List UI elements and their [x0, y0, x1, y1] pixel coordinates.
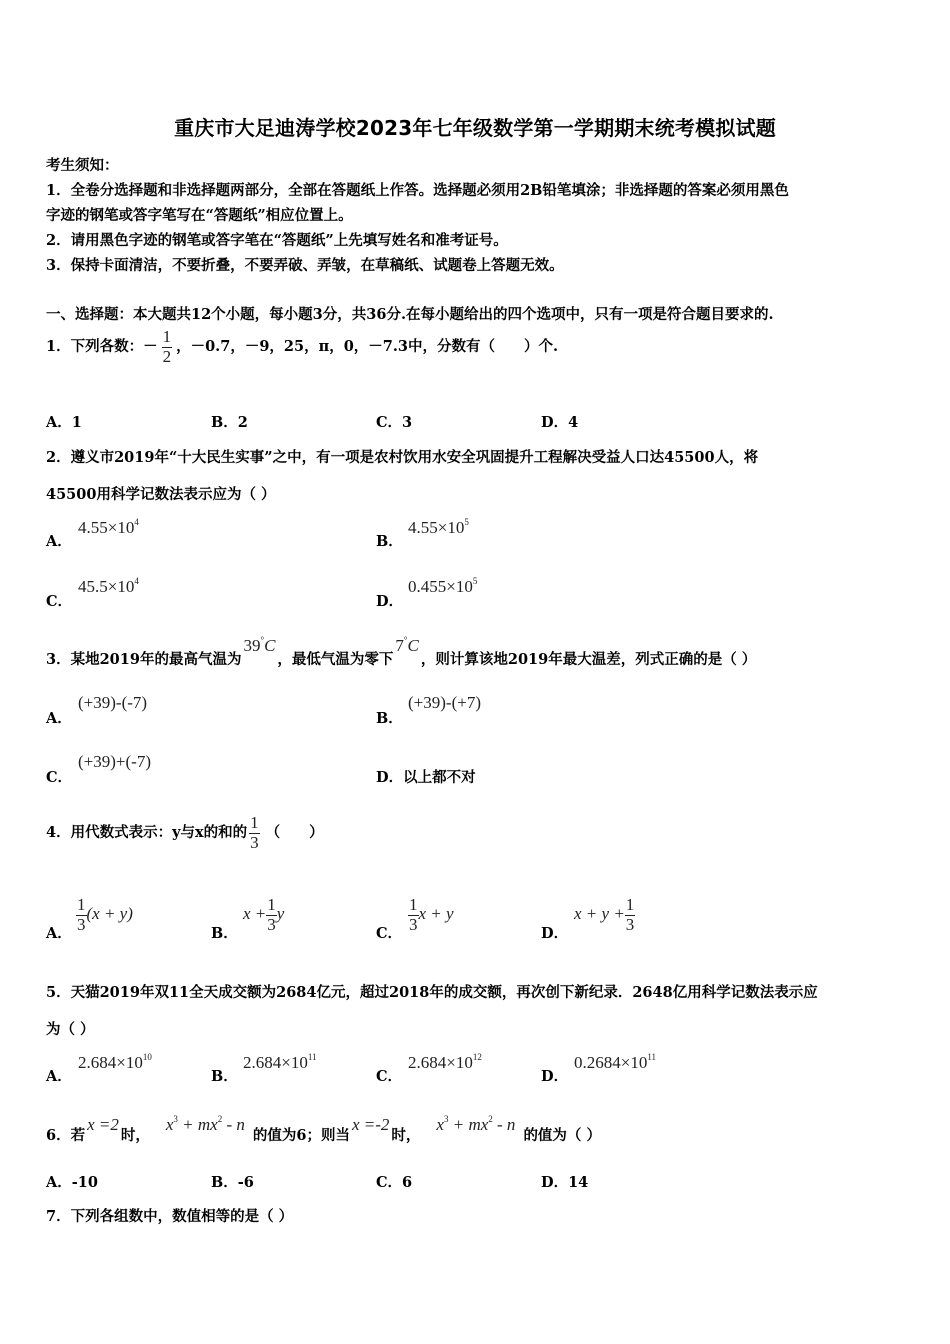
- q6-expression-1: [166, 1115, 245, 1134]
- q6-expr2-exp3: 3: [443, 1114, 449, 1124]
- q4-fraction: [249, 814, 260, 852]
- q4-b-head: x +: [243, 904, 267, 924]
- q3-text-3: ，则计算该地2019年最大温差，列式正确的是（ ）: [420, 651, 757, 668]
- q6-option-c: C．6: [376, 1174, 413, 1191]
- q3-option-c-math: (+39)+(-7): [78, 752, 151, 771]
- q4-frac-num: 1: [250, 813, 259, 832]
- q4-text-2: （ ）: [265, 824, 324, 842]
- q3-option-a-label: A．: [46, 710, 72, 727]
- q5-option-c-label: C．: [376, 1068, 403, 1085]
- q3-option-d: D．以上都不对: [376, 769, 476, 786]
- q4-option-a-math: [76, 896, 133, 934]
- q5-b-base: 2.684×10: [243, 1053, 308, 1072]
- q5-option-d-math: [574, 1052, 656, 1073]
- q3-text-2: ，最低气温为零下: [277, 651, 394, 668]
- q3-option-b-math: (+39)-(+7): [408, 693, 481, 712]
- q5-a-base: 2.684×10: [78, 1053, 143, 1072]
- q3-temp-low-value: 7: [395, 636, 404, 655]
- q6-expr1-exp3: 3: [173, 1114, 178, 1124]
- q5-option-a-math: [78, 1052, 152, 1073]
- q1-fraction: [162, 328, 173, 366]
- question-4: [46, 814, 324, 852]
- question-1: [46, 328, 558, 366]
- q5-d-exp: 11: [647, 1052, 657, 1062]
- q6-option-b: B．-6: [211, 1174, 254, 1191]
- q2-option-b-math: [408, 517, 469, 538]
- q2-option-a-math: [78, 517, 139, 538]
- q5-d-base: 0.2684×10: [574, 1053, 648, 1072]
- notice-line-2: 2．请用黑色字迹的钢笔或答字笔在“答题纸”上先填写姓名和准考证号。: [46, 232, 508, 249]
- q1-suffix: ，－0.7，－9，25，π，0，－7.3中，分数有（ ）个.: [176, 338, 559, 356]
- q5-option-d-label: D．: [541, 1068, 569, 1085]
- q4-a-frac: [76, 896, 87, 934]
- q2-option-c-math: [78, 576, 139, 597]
- q2-option-d-math: [408, 576, 477, 597]
- q6-expr1-exp2: 2: [217, 1114, 223, 1124]
- q6-condition-1: x =2: [87, 1115, 119, 1134]
- q4-option-c-math: [408, 896, 454, 934]
- q6-expr2-end: - n: [492, 1115, 516, 1134]
- q3-temp-high: [243, 636, 275, 655]
- q4-option-d-math: [574, 896, 635, 934]
- q2-d-base: 0.455×10: [408, 577, 473, 596]
- q2-c-exp: 4: [134, 576, 139, 586]
- q6-option-a: A．-10: [46, 1174, 98, 1191]
- question-7: 7．下列各组数中，数值相等的是（ ）: [46, 1208, 294, 1225]
- q1-frac-den: 2: [162, 346, 172, 366]
- q4-option-b-math: [243, 896, 284, 934]
- q4-b-frac-den: 3: [267, 914, 276, 934]
- q4-b-tail: y: [276, 904, 285, 924]
- q4-d-frac-num: 1: [625, 895, 635, 914]
- q4-d-frac: [625, 896, 636, 934]
- question-6: [46, 1114, 601, 1145]
- q2-c-base: 45.5×10: [78, 577, 135, 596]
- notice-line-3: 3．保持卡面清洁，不要折叠，不要弄破、弄皱，在草稿纸、试题卷上答题无效。: [46, 257, 564, 274]
- q2-option-c-label: C．: [46, 593, 73, 610]
- section-heading: 一、选择题：本大题共12个小题，每小题3分，共36分.在每小题给出的四个选项中，只有一项是符合题目要求的.: [46, 306, 774, 323]
- q4-d-head: x + y +: [574, 904, 625, 924]
- q2-option-a-label: A．: [46, 533, 72, 550]
- q5-c-exp: 12: [472, 1052, 482, 1062]
- q4-text-1: 4．用代数式表示：y与x的和的: [46, 824, 248, 842]
- q4-a-tail: (x + y): [86, 904, 133, 924]
- q4-c-frac-den: 3: [409, 914, 418, 934]
- q5-option-b-math: [243, 1052, 317, 1073]
- q4-a-frac-num: 1: [77, 895, 86, 914]
- q2-a-base: 4.55×10: [78, 518, 135, 537]
- q4-option-a-label: A．: [46, 925, 72, 942]
- question-3: [46, 635, 757, 669]
- q3-deg-1: °: [260, 635, 265, 645]
- q6-expression-2: [436, 1115, 515, 1134]
- q6-text-5: 的值为（ ）: [523, 1127, 601, 1144]
- q6-expr2-x: x: [436, 1115, 444, 1134]
- q2-option-d-label: D．: [376, 593, 404, 610]
- q5-a-exp: 10: [142, 1052, 152, 1062]
- q2-b-base: 4.55×10: [408, 518, 465, 537]
- q4-a-frac-den: 3: [77, 914, 86, 934]
- q2-option-b-label: B．: [376, 533, 403, 550]
- q4-option-d-label: D．: [541, 925, 569, 942]
- q1-option-a: A．1: [46, 414, 82, 431]
- question-5-line-1: 5．天猫2019年双11全天成交额为2684亿元，超过2018年的成交额，再次创下新纪录．2648亿用科学记数法表示应: [46, 984, 818, 1001]
- q5-b-exp: 11: [307, 1052, 317, 1062]
- q6-expr1-end: - n: [222, 1115, 245, 1134]
- q3-deg-2: °: [403, 635, 408, 645]
- q2-a-exp: 4: [134, 517, 139, 527]
- q4-option-c-label: C．: [376, 925, 403, 942]
- q6-text-1: 6．若: [46, 1127, 86, 1144]
- q6-text-3: 的值为6；则当: [252, 1127, 350, 1144]
- q3-temp-high-value: 39: [243, 636, 261, 655]
- q5-option-a-label: A．: [46, 1068, 72, 1085]
- q3-unit-1: C: [264, 636, 276, 655]
- q1-option-b: B．2: [211, 414, 248, 431]
- q5-option-c-math: [408, 1052, 482, 1073]
- question-2-line-1: 2．遵义市2019年“十大民生实事”之中，有一项是农村饮用水安全巩固提升工程解决受益人口达45500人，将: [46, 449, 759, 466]
- q6-expr1-mid: + mx: [177, 1115, 218, 1134]
- page-title: 重庆市大足迪涛学校2023年七年级数学第一学期期末统考模拟试题: [174, 116, 776, 140]
- q6-text-4: 时，: [391, 1127, 421, 1144]
- notice-line-1b: 字迹的钢笔或答字笔写在“答题纸”相应位置上。: [46, 207, 353, 224]
- q2-d-exp: 5: [472, 576, 478, 586]
- q4-option-b-label: B．: [211, 925, 238, 942]
- q1-frac-num: 1: [162, 327, 172, 346]
- q1-prefix: 1．下列各数：－: [46, 338, 158, 356]
- notice-heading: 考生须知：: [46, 157, 119, 174]
- q4-frac-den: 3: [250, 832, 259, 852]
- q2-b-exp: 5: [464, 517, 469, 527]
- notice-line-1a: 1．全卷分选择题和非选择题两部分，全部在答题纸上作答。选择题必须用2B铅笔填涂；非选择题的答案必须用黑色: [46, 182, 789, 199]
- q4-d-frac-den: 3: [625, 914, 635, 934]
- q6-text-2: 时，: [120, 1127, 150, 1144]
- q6-option-d: D．14: [541, 1174, 589, 1191]
- q4-b-frac-num: 1: [267, 895, 276, 914]
- q5-c-base: 2.684×10: [408, 1053, 473, 1072]
- q6-expr2-exp2: 2: [488, 1114, 493, 1124]
- q3-temp-low: [395, 636, 418, 655]
- q5-option-b-label: B．: [211, 1068, 238, 1085]
- q3-text-1: 3．某地2019年的最高气温为: [46, 651, 242, 668]
- q6-expr2-mid: + mx: [448, 1115, 489, 1134]
- q4-b-frac: [266, 896, 277, 934]
- q3-unit-2: C: [407, 636, 419, 655]
- q1-option-c: C．3: [376, 414, 413, 431]
- q6-condition-2: x =-2: [351, 1115, 390, 1134]
- question-2-line-2: 45500用科学记数法表示应为（ ）: [46, 486, 276, 503]
- question-5-line-2: 为（ ）: [46, 1021, 95, 1038]
- q4-c-tail: x + y: [418, 904, 454, 924]
- q4-c-frac: [408, 896, 419, 934]
- q4-c-frac-num: 1: [409, 895, 418, 914]
- q3-option-a-math: (+39)-(-7): [78, 693, 148, 712]
- q3-option-c-label: C．: [46, 769, 73, 786]
- q6-expr1-x: x: [165, 1115, 174, 1134]
- q3-option-b-label: B．: [376, 710, 403, 727]
- q1-option-d: D．4: [541, 414, 579, 431]
